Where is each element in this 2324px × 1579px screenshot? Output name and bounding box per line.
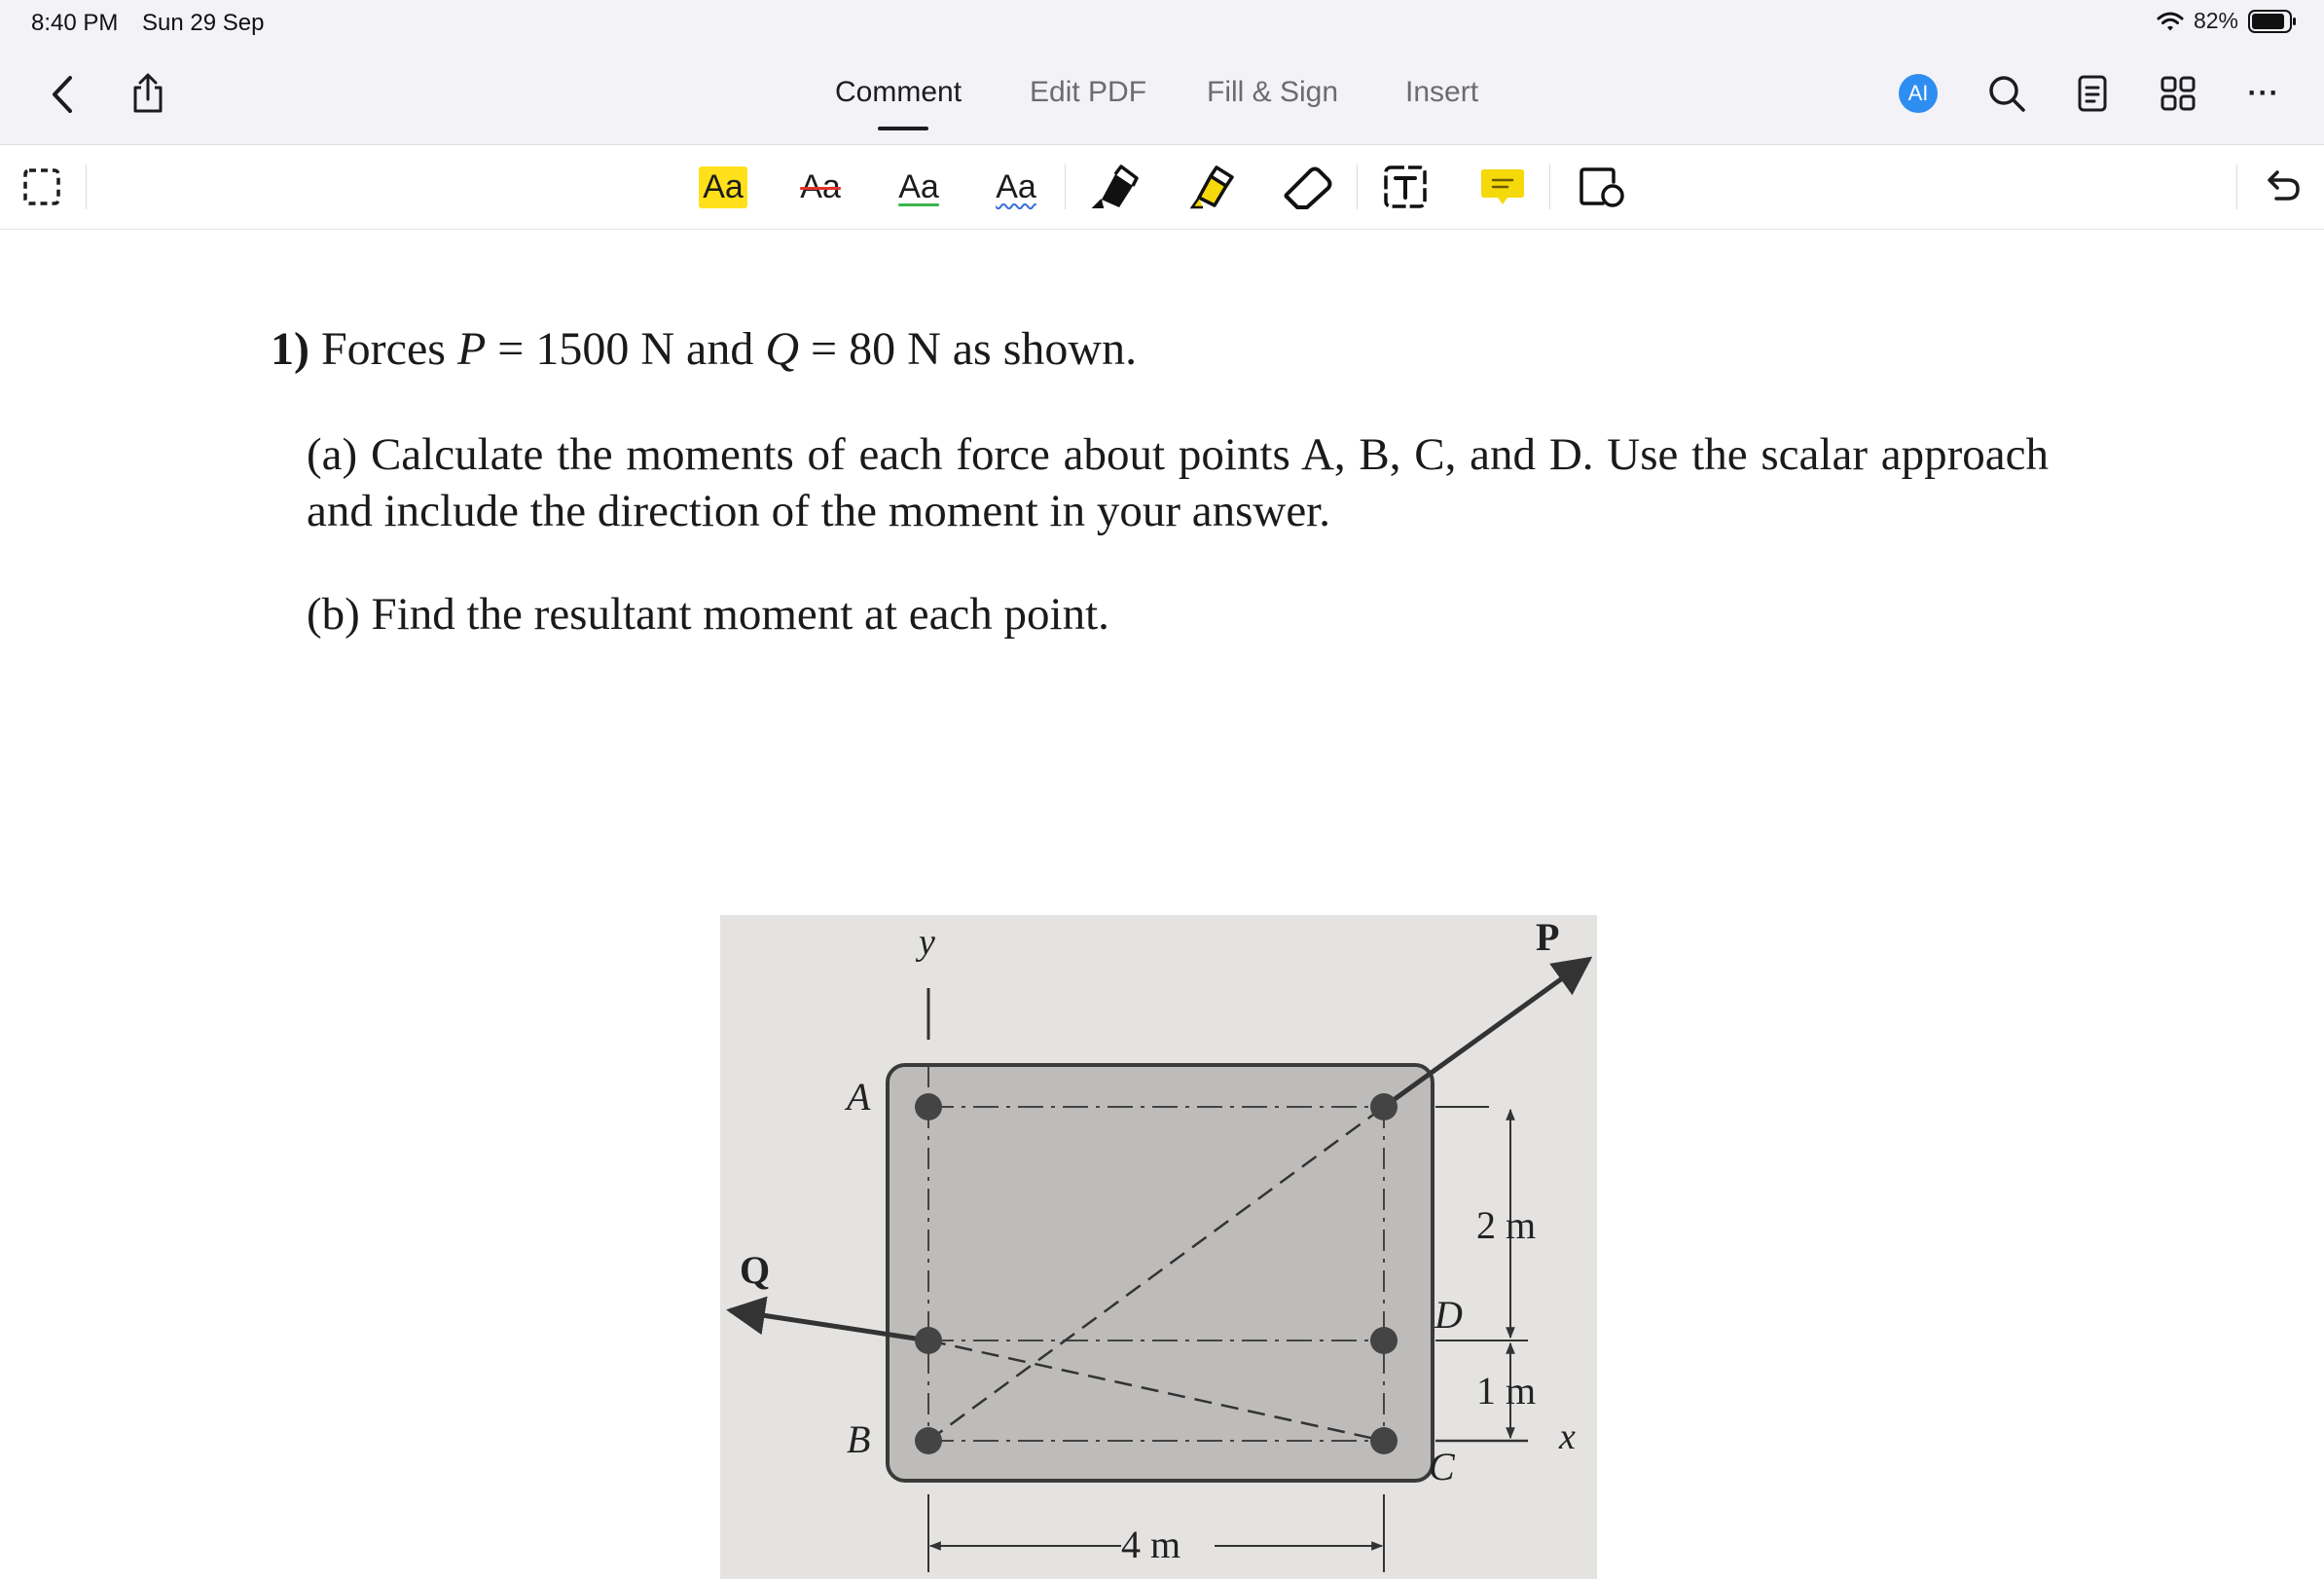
label-d: D [1434, 1293, 1463, 1337]
status-bar [0, 0, 2324, 45]
mode-tabs [0, 76, 2324, 115]
eraser-button[interactable] [1281, 163, 1335, 211]
plate [888, 1065, 1433, 1481]
force-diagram-figure [720, 915, 1597, 1579]
point-top-right [1370, 1093, 1398, 1120]
label-q: Q [740, 1248, 771, 1292]
text-box-button[interactable] [1380, 163, 1431, 211]
battery-icon [2248, 10, 2297, 33]
label-y: y [919, 922, 935, 963]
pen-icon [1090, 163, 1139, 211]
text-box-icon [1383, 165, 1428, 209]
highlighter-icon [1187, 163, 1236, 211]
tab-comment[interactable]: Comment [835, 76, 962, 108]
pdf-page[interactable] [0, 230, 2324, 1566]
strikethrough-icon: Aa [800, 167, 841, 205]
label-a: A [847, 1075, 871, 1119]
part-a-text: (a) Calculate the moments of each force about points A, B, C, and D. Use the scalar approach and include the direction of the moment in your answer. [307, 429, 2049, 536]
part-b-text: (b) Find the resultant moment at each point. [307, 589, 1109, 640]
point-a [915, 1093, 942, 1120]
question-text-2: = 1500 N and [486, 323, 766, 375]
status-date: Sun 29 Sep [142, 10, 265, 36]
label-p: P [1536, 915, 1560, 959]
point-d [1370, 1327, 1398, 1354]
label-c: C [1429, 1445, 1455, 1488]
underline-button[interactable] [893, 163, 944, 211]
toolbar-separator [1065, 165, 1066, 209]
undo-icon [2263, 167, 2302, 206]
highlight-text-icon: Aa [699, 166, 747, 208]
point-q [915, 1327, 942, 1354]
toolbar-separator [1357, 165, 1358, 209]
question-var-q: Q [765, 323, 799, 375]
question-text-1: Forces [320, 323, 457, 375]
squiggly-icon: Aa [996, 167, 1036, 205]
note-button[interactable] [1475, 163, 1530, 211]
label-2m: 2 m [1476, 1203, 1537, 1247]
underline-icon: Aa [898, 167, 939, 205]
point-b [915, 1427, 942, 1454]
active-tab-indicator [878, 127, 928, 130]
wifi-icon [2157, 11, 2184, 32]
question-text-3: = 80 N as shown. [799, 323, 1138, 375]
label-1m: 1 m [1476, 1369, 1537, 1413]
annotation-toolbar [0, 145, 2324, 230]
highlighter-button[interactable] [1185, 163, 1238, 211]
toolbar-separator [1549, 165, 1550, 209]
pen-button[interactable] [1088, 163, 1141, 211]
squiggly-button[interactable] [991, 163, 1041, 211]
point-c [1370, 1427, 1398, 1454]
select-area-button[interactable] [19, 163, 64, 211]
shapes-button[interactable] [1575, 163, 1629, 211]
tab-fill-sign[interactable]: Fill & Sign [1207, 76, 1339, 108]
tab-edit-pdf[interactable]: Edit PDF [1030, 76, 1147, 108]
eraser-icon [1282, 165, 1334, 209]
marquee-select-icon [22, 167, 61, 206]
sticky-note-icon [1478, 165, 1527, 208]
shapes-icon [1578, 165, 1626, 209]
status-time: 8:40 PM [31, 10, 119, 36]
toolbar-separator [86, 165, 87, 209]
status-indicators [2157, 8, 2297, 34]
strikethrough-button[interactable] [796, 163, 845, 211]
tab-insert[interactable]: Insert [1405, 76, 1479, 108]
undo-button[interactable] [2260, 163, 2305, 211]
more-icon: ··· [2247, 77, 2280, 109]
toolbar-separator [2236, 165, 2237, 209]
label-4m: 4 m [1121, 1523, 1181, 1566]
battery-percent: 82% [2193, 8, 2238, 33]
ai-label: AI [1907, 81, 1929, 105]
question-number: 1) [271, 323, 309, 375]
highlight-text-button[interactable] [699, 163, 747, 211]
label-x: x [1559, 1416, 1576, 1457]
question-heading [271, 322, 1137, 376]
label-b: B [847, 1417, 871, 1461]
question-var-p: P [456, 323, 487, 375]
